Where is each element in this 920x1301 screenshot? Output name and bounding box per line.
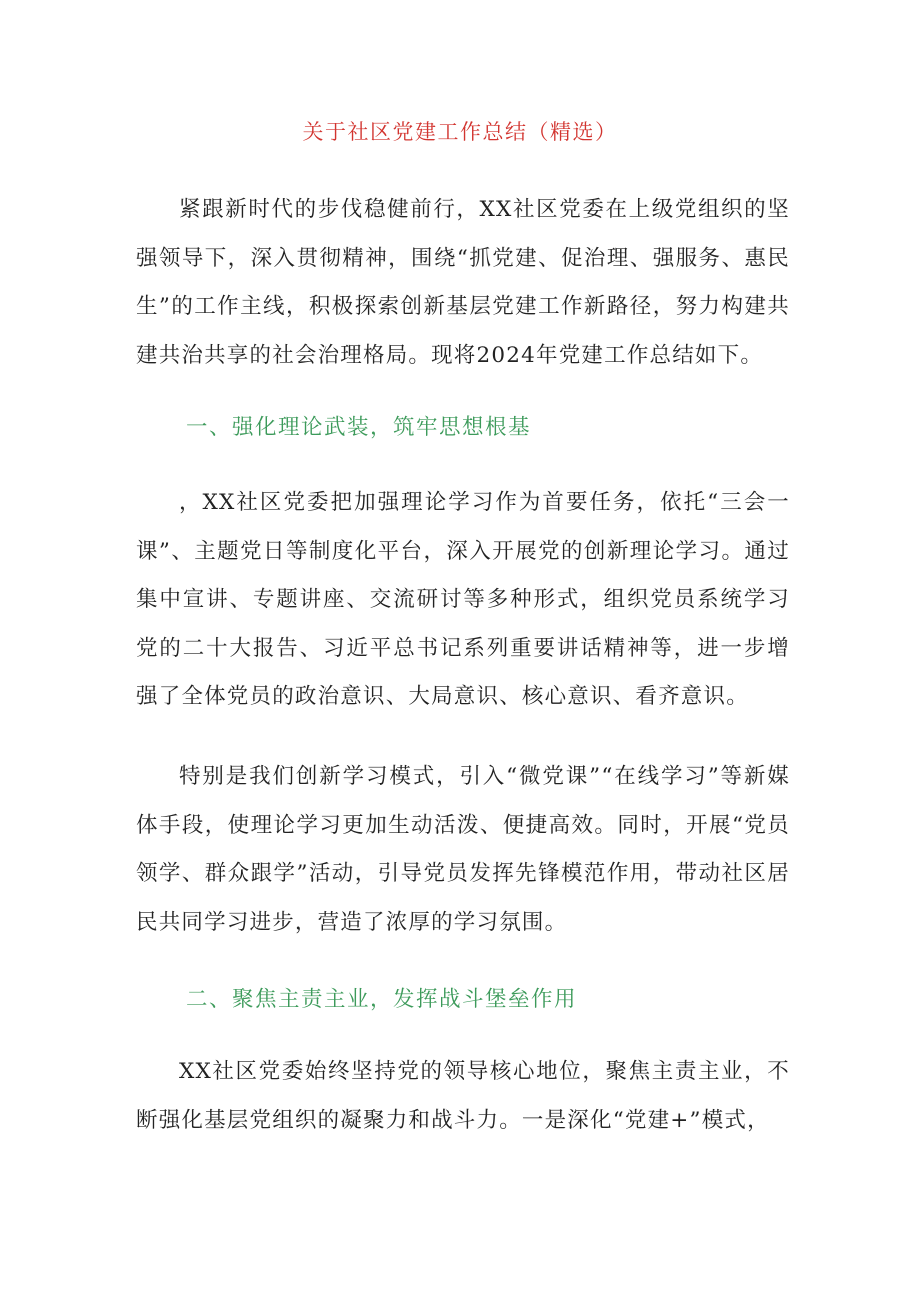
section-1-heading: 一、强化理论武装，筑牢思想根基 xyxy=(186,415,532,440)
intro-paragraph: 紧跟新时代的步伐稳健前行，XX社区党委在上级党组织的坚强领导下，深入贯彻精神，围绕“抓党建、促治理、强服务、惠民生”的工作主线，积极探索创新基层党建工作新路径，努力构建共建共治共享的社会治理格局。现将2024年党建工作总结如下。 xyxy=(136,197,790,368)
section-1-paragraph-1: ，XX社区党委把加强理论学习作为首要任务，依托“三会一课”、主题党日等制度化平台，深入开展党的创新理论学习。通过集中宣讲、专题讲座、交流研讨等多种形式，组织党员系统学习党的二十大报告、习近平总书记系列重要讲话精神等，进一步增强了全体党员的政治意识、大局意识、核心意识、看齐意识。 xyxy=(136,490,790,709)
section-2-heading: 二、聚焦主责主业，发挥战斗堡垒作用 xyxy=(186,987,578,1012)
section-1-paragraph-2: 特别是我们创新学习模式，引入“微党课”“在线学习”等新媒体手段，使理论学习更加生动活泼、便捷高效。同时，开展“党员领学、群众跟学”活动，引导党员发挥先锋模范作用，带动社区居民共同学习进步，营造了浓厚的学习氛围。 xyxy=(136,764,790,935)
section-2-paragraph-1: XX社区党委始终坚持党的领导核心地位，聚焦主责主业，不断强化基层党组织的凝聚力和战斗力。一是深化“党建+”模式， xyxy=(136,1059,790,1133)
document-title: 关于社区党建工作总结（精选） xyxy=(302,120,618,144)
